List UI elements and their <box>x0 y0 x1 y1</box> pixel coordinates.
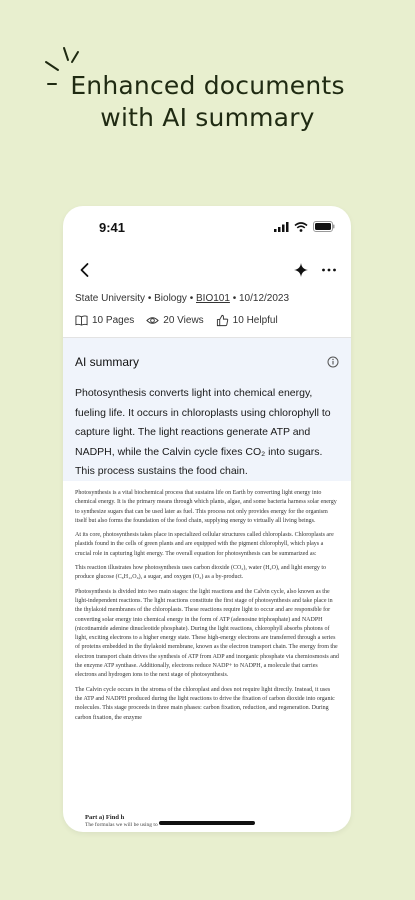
more-horizontal-icon[interactable] <box>319 260 339 280</box>
document-preview <box>75 489 339 728</box>
status-time: 9:41 <box>99 220 126 235</box>
helpful-count: 10 Helpful <box>232 315 278 326</box>
subject-label: Biology <box>154 293 187 304</box>
meta-separator: • <box>232 293 237 304</box>
doc-paragraph: Photosynthesis is divided into two main stages: the light reactions and the Calvin cycle, also known as the light-independent reactions. The light reactions constitute the first stage of photosynthesis and take place in the thylakoid membranes of the chloroplasts. These reactions require light to occur and are responsible for converting solar energy into chemical energy in the form of ATP (adenosine triphosphate) and NADPH (nicotinamide adenine dinucleotide phosphate). During the light reactions, chlorophyll absorbs photons of light, exciting electrons to a higher energy state. These high-energy electrons are transferred through a series of proteins embedded in the thylakoid membrane, known as the electron transport chain. The energy from the electron transport chain drives the synthesis of ATP from ADP and inorganic phosphate via chemiosmosis and the enzyme ATP synthase. Additionally, electrons reduce NADP+ to NADPH, a molecule that carries electrons and hydrogen ions to the next stage of photosynthesis. <box>75 588 339 679</box>
ai-summary-title: AI summary <box>75 355 140 369</box>
info-icon[interactable] <box>327 356 339 368</box>
document-date: 10/12/2023 <box>239 293 290 304</box>
doc-footer-text: The formulas we will be using to <box>85 822 158 828</box>
meta-separator: • <box>147 293 152 304</box>
doc-paragraph: Photosynthesis is a vital biochemical process that sustains life on Earth by converting light energy into chemical energy. It is the primary means through which plants, algae, and some bacteria harness solar energy to synthesize sugars that can be used later as fuel. This process not only provides energy for the organism itself but also forms the foundation of the food chain, supplying energy to virtually all living beings. <box>75 490 337 524</box>
book-icon <box>75 314 88 327</box>
headline-line-2: with AI summary <box>100 103 315 132</box>
phone-frame <box>63 206 351 832</box>
doc-paragraph: This reaction illustrates how photosynthesis uses carbon dioxide (CO₂), water (H₂O), and light energy to produce glucose (C₆H₁₂O₆), a sugar, and oxygen (O₂) as a by-product. <box>75 565 327 581</box>
sparkle-icon[interactable] <box>291 260 311 280</box>
course-link[interactable]: BIO101 <box>196 293 230 304</box>
headline-line-1: Enhanced documents <box>70 71 345 100</box>
wifi-icon <box>294 222 308 232</box>
document-stats <box>75 314 278 327</box>
thumbs-up-icon <box>216 314 229 327</box>
document-meta <box>75 293 289 304</box>
meta-separator: • <box>189 293 194 304</box>
chevron-left-icon[interactable] <box>75 260 95 280</box>
pages-stat <box>75 314 134 327</box>
pages-count: 10 Pages <box>92 315 135 326</box>
nav-bar <box>63 256 351 286</box>
views-stat <box>146 314 203 327</box>
eye-icon <box>146 314 159 327</box>
views-count: 20 Views <box>163 315 204 326</box>
doc-footer-title: Part a) Find h <box>85 814 125 821</box>
doc-paragraph: The Calvin cycle occurs in the stroma of the chloroplast and does not require light directly. Instead, it uses the ATP and NADPH produced during the light reactions to drive the fixation of carbon dioxide into organic molecules. This stage proceeds in three main phases: carbon fixation, reduction, and regeneration. During carbon fixation, the enzyme <box>75 686 335 721</box>
signal-icon <box>274 222 289 232</box>
ai-summary-text: Photosynthesis converts light into chemical energy, fueling life. It occurs in chloroplasts using chlorophyll to capture light. The light reactions generate ATP and NADPH, while the Calvin cycle fixes CO₂ into sugars. This process sustains the food chain. <box>75 387 331 477</box>
headline <box>0 70 415 134</box>
doc-paragraph: At its core, photosynthesis takes place in specialized cellular structures called chloroplasts. Chloroplasts are plastids found in the cells of green plants and are equipped with the pigment chlorophyll, which plays a crucial role in capturing light energy. The overall equation for photosynthesis can be summarized as: <box>75 532 334 557</box>
ai-summary-panel <box>63 338 351 481</box>
home-indicator[interactable] <box>159 821 255 825</box>
helpful-stat[interactable] <box>216 314 278 327</box>
battery-icon <box>313 221 335 232</box>
status-bar <box>63 206 351 246</box>
university-label: State University <box>75 293 146 304</box>
status-icons <box>274 221 335 232</box>
